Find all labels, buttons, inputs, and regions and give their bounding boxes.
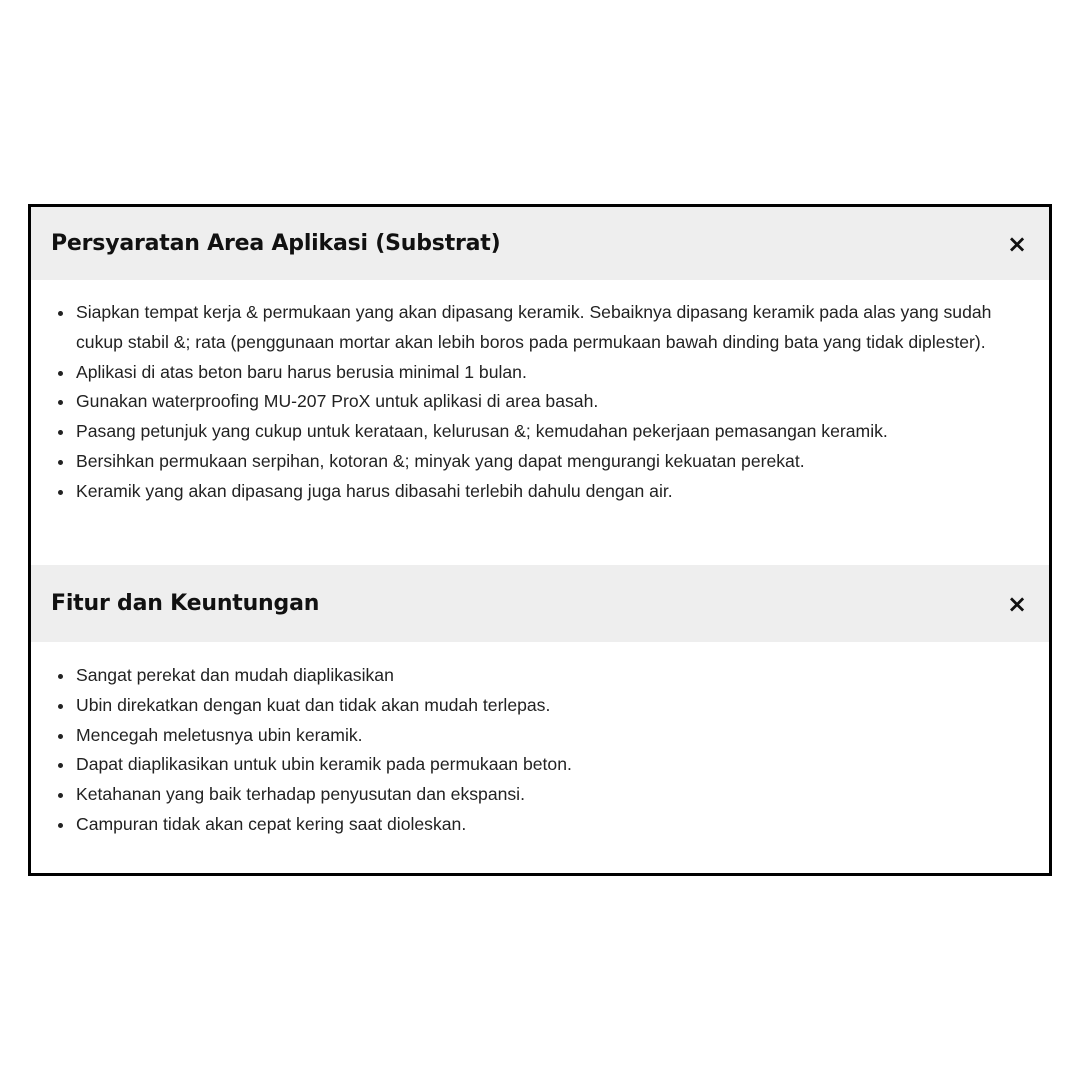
list-item: Ketahanan yang baik terhadap penyusutan dan ekspansi. [76, 780, 1049, 810]
bullet-list [31, 298, 1049, 507]
list-item: Ubin direkatkan dengan kuat dan tidak akan mudah terlepas. [76, 691, 1049, 721]
section-body-substrate [31, 280, 1049, 565]
section-header-substrate[interactable] [31, 207, 1049, 280]
list-item: Gunakan waterproofing MU-207 ProX untuk aplikasi di area basah. [76, 387, 1049, 417]
list-item: Pasang petunjuk yang cukup untuk kerataan, kelurusan &; kemudahan pekerjaan pemasangan keramik. [76, 417, 1049, 447]
list-item: Sangat perekat dan mudah diaplikasikan [76, 661, 1049, 691]
list-item: Dapat diaplikasikan untuk ubin keramik pada permukaan beton. [76, 750, 1049, 780]
list-item: Mencegah meletusnya ubin keramik. [76, 721, 1049, 751]
section-title: Persyaratan Area Aplikasi (Substrat) [51, 231, 501, 256]
close-icon[interactable]: × [1006, 589, 1028, 618]
section-body-features [31, 642, 1049, 840]
list-item: Bersihkan permukaan serpihan, kotoran &; minyak yang dapat mengurangi kekuatan perekat. [76, 447, 1049, 477]
list-item: Campuran tidak akan cepat kering saat dioleskan. [76, 810, 1049, 840]
section-title: Fitur dan Keuntungan [51, 591, 320, 616]
bullet-list [31, 661, 1049, 840]
close-icon[interactable]: × [1006, 229, 1028, 258]
info-panel [28, 204, 1052, 876]
list-item: Siapkan tempat kerja & permukaan yang akan dipasang keramik. Sebaiknya dipasang keramik pada alas yang sudah cukup stabil &; rata (penggunaan mortar akan lebih boros pada permukaan bawah dinding bata yang tidak diplester). [76, 298, 1049, 358]
list-item: Aplikasi di atas beton baru harus berusia minimal 1 bulan. [76, 358, 1049, 388]
list-item: Keramik yang akan dipasang juga harus dibasahi terlebih dahulu dengan air. [76, 477, 1049, 507]
section-header-features[interactable] [31, 565, 1049, 642]
